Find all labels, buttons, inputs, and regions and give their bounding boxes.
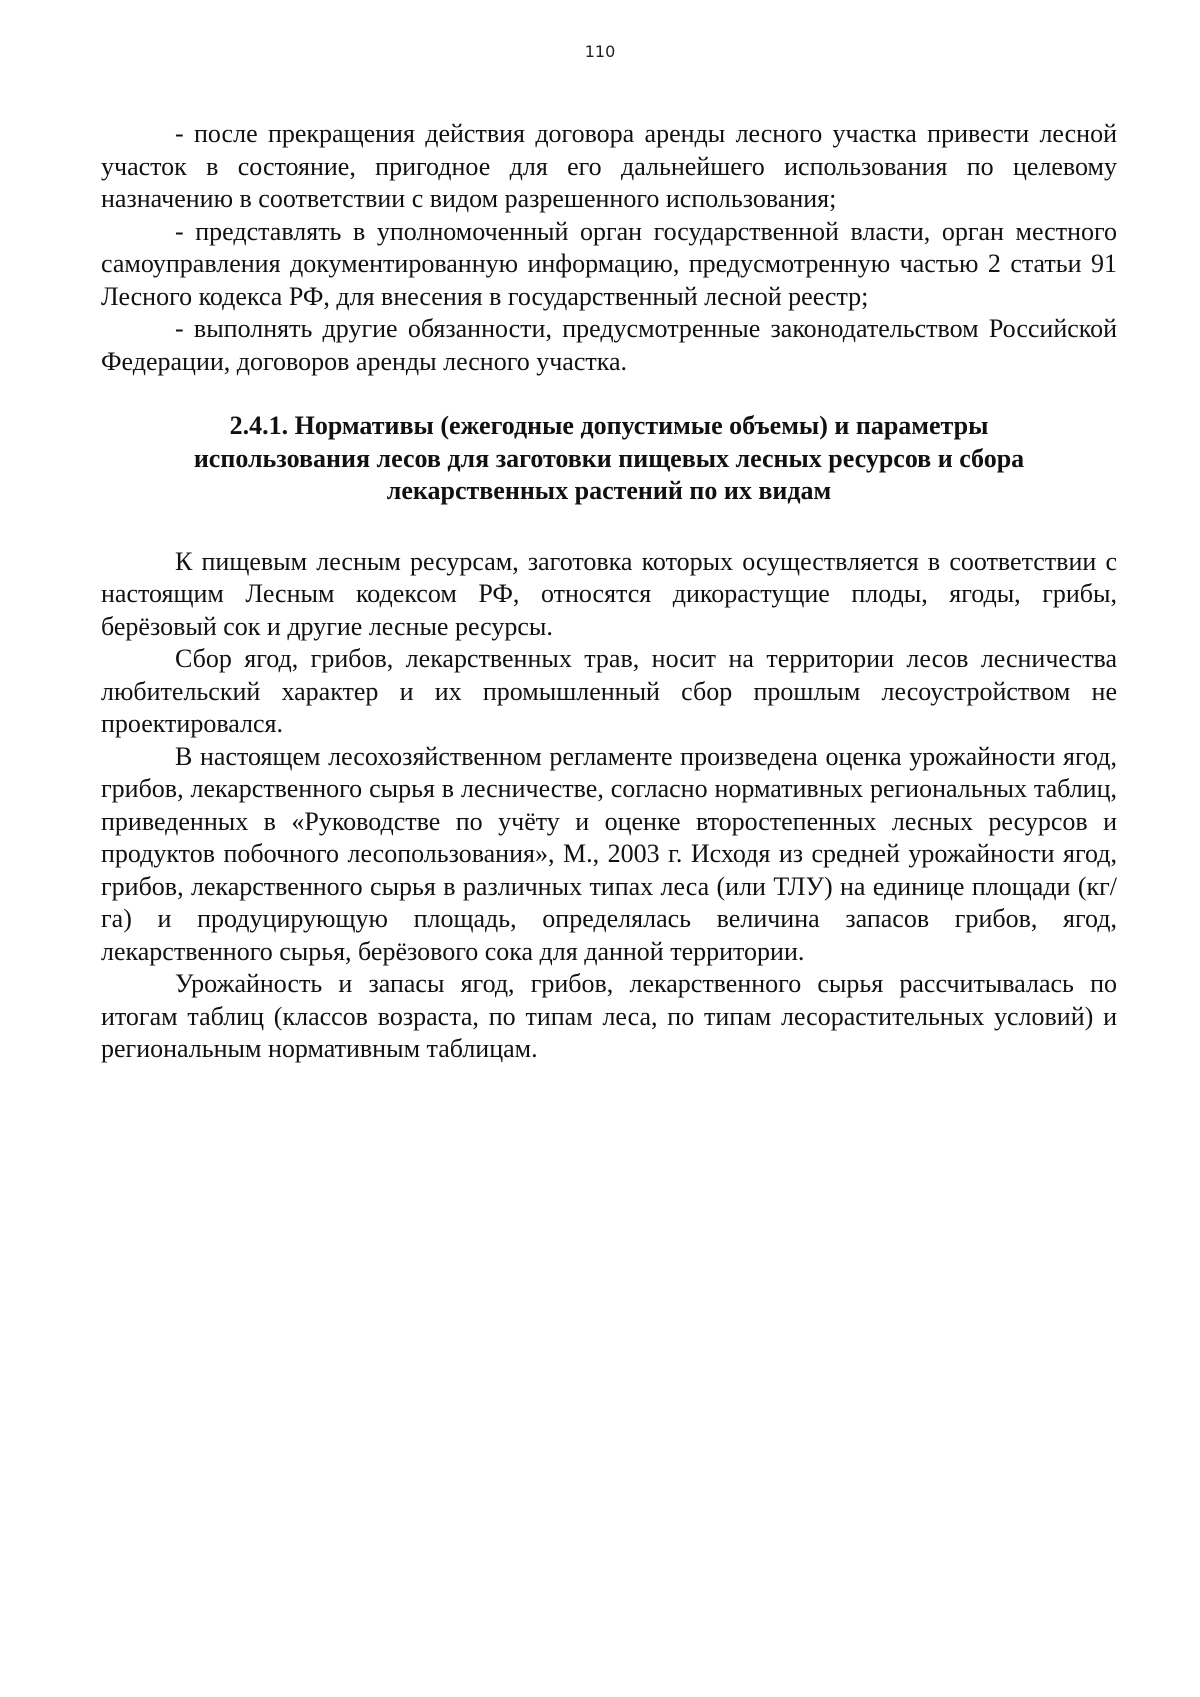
obligation-paragraph: - после прекращения действия договора аренды лесного участка привести лесной участок в состояние, пригодное для его дальнейшего использования по целевому назначению в соответствии с видом разрешенного использования; [101,119,1117,213]
obligation-paragraph: - выполнять другие обязанности, предусмотренные законодательством Российской Федерации, договоров аренды лесного участка. [101,314,1117,376]
body-paragraph: Сбор ягод, грибов, лекарственных трав, носит на территории лесов лесничества любительский характер и их промышленный сбор прошлым лесоустройством не проектировался. [101,644,1117,738]
section-heading [101,410,1117,508]
body-paragraph: К пищевым лесным ресурсам, заготовка которых осуществляется в соответствии с настоящим Лесным кодексом РФ, относятся дикорастущие плоды, ягоды, грибы, берёзовый сок и другие лесные ресурсы. [101,546,1117,641]
section-heading-line: лекарственных растений по их видам [386,476,832,505]
document-body [101,118,1117,1066]
section-heading-line: 2.4.1. Нормативы (ежегодные допустимые объемы) и параметры [229,411,989,440]
body-paragraph: Урожайность и запасы ягод, грибов, лекарственного сырья рассчитывалась по итогам таблиц (классов возраста, по типам леса, по типам лесорастительных условий) и региональным нормативным таблицам. [101,969,1117,1063]
section-heading-line: использования лесов для заготовки пищевых лесных ресурсов и сбора [193,443,1025,473]
page-number: 110 [584,42,616,61]
body-paragraph: В настоящем лесохозяйственном регламенте произведена оценка урожайности ягод, грибов, лекарственного сырья в лесничестве, согласно нормативных региональных таблиц, приведенных в «Руководстве по учёту и оценке второстепенных лесных ресурсов и продуктов побочного лесопользования», М., 2003 г. Исходя из средней урожайности ягод, грибов, лекарственного сырья в различных типах леса (или ТЛУ) на единице площади (кг/га) и продуцирующую площадь, определялась величина запасов грибов, ягод, лекарственного сырья, берёзового сока для данной территории. [101,741,1117,966]
obligation-paragraph: - представлять в уполномоченный орган государственной власти, орган местного самоуправления документированную информацию, предусмотренную частью 2 статьи 91 Лесного кодекса РФ, для внесения в государственный лесной реестр; [101,216,1117,311]
